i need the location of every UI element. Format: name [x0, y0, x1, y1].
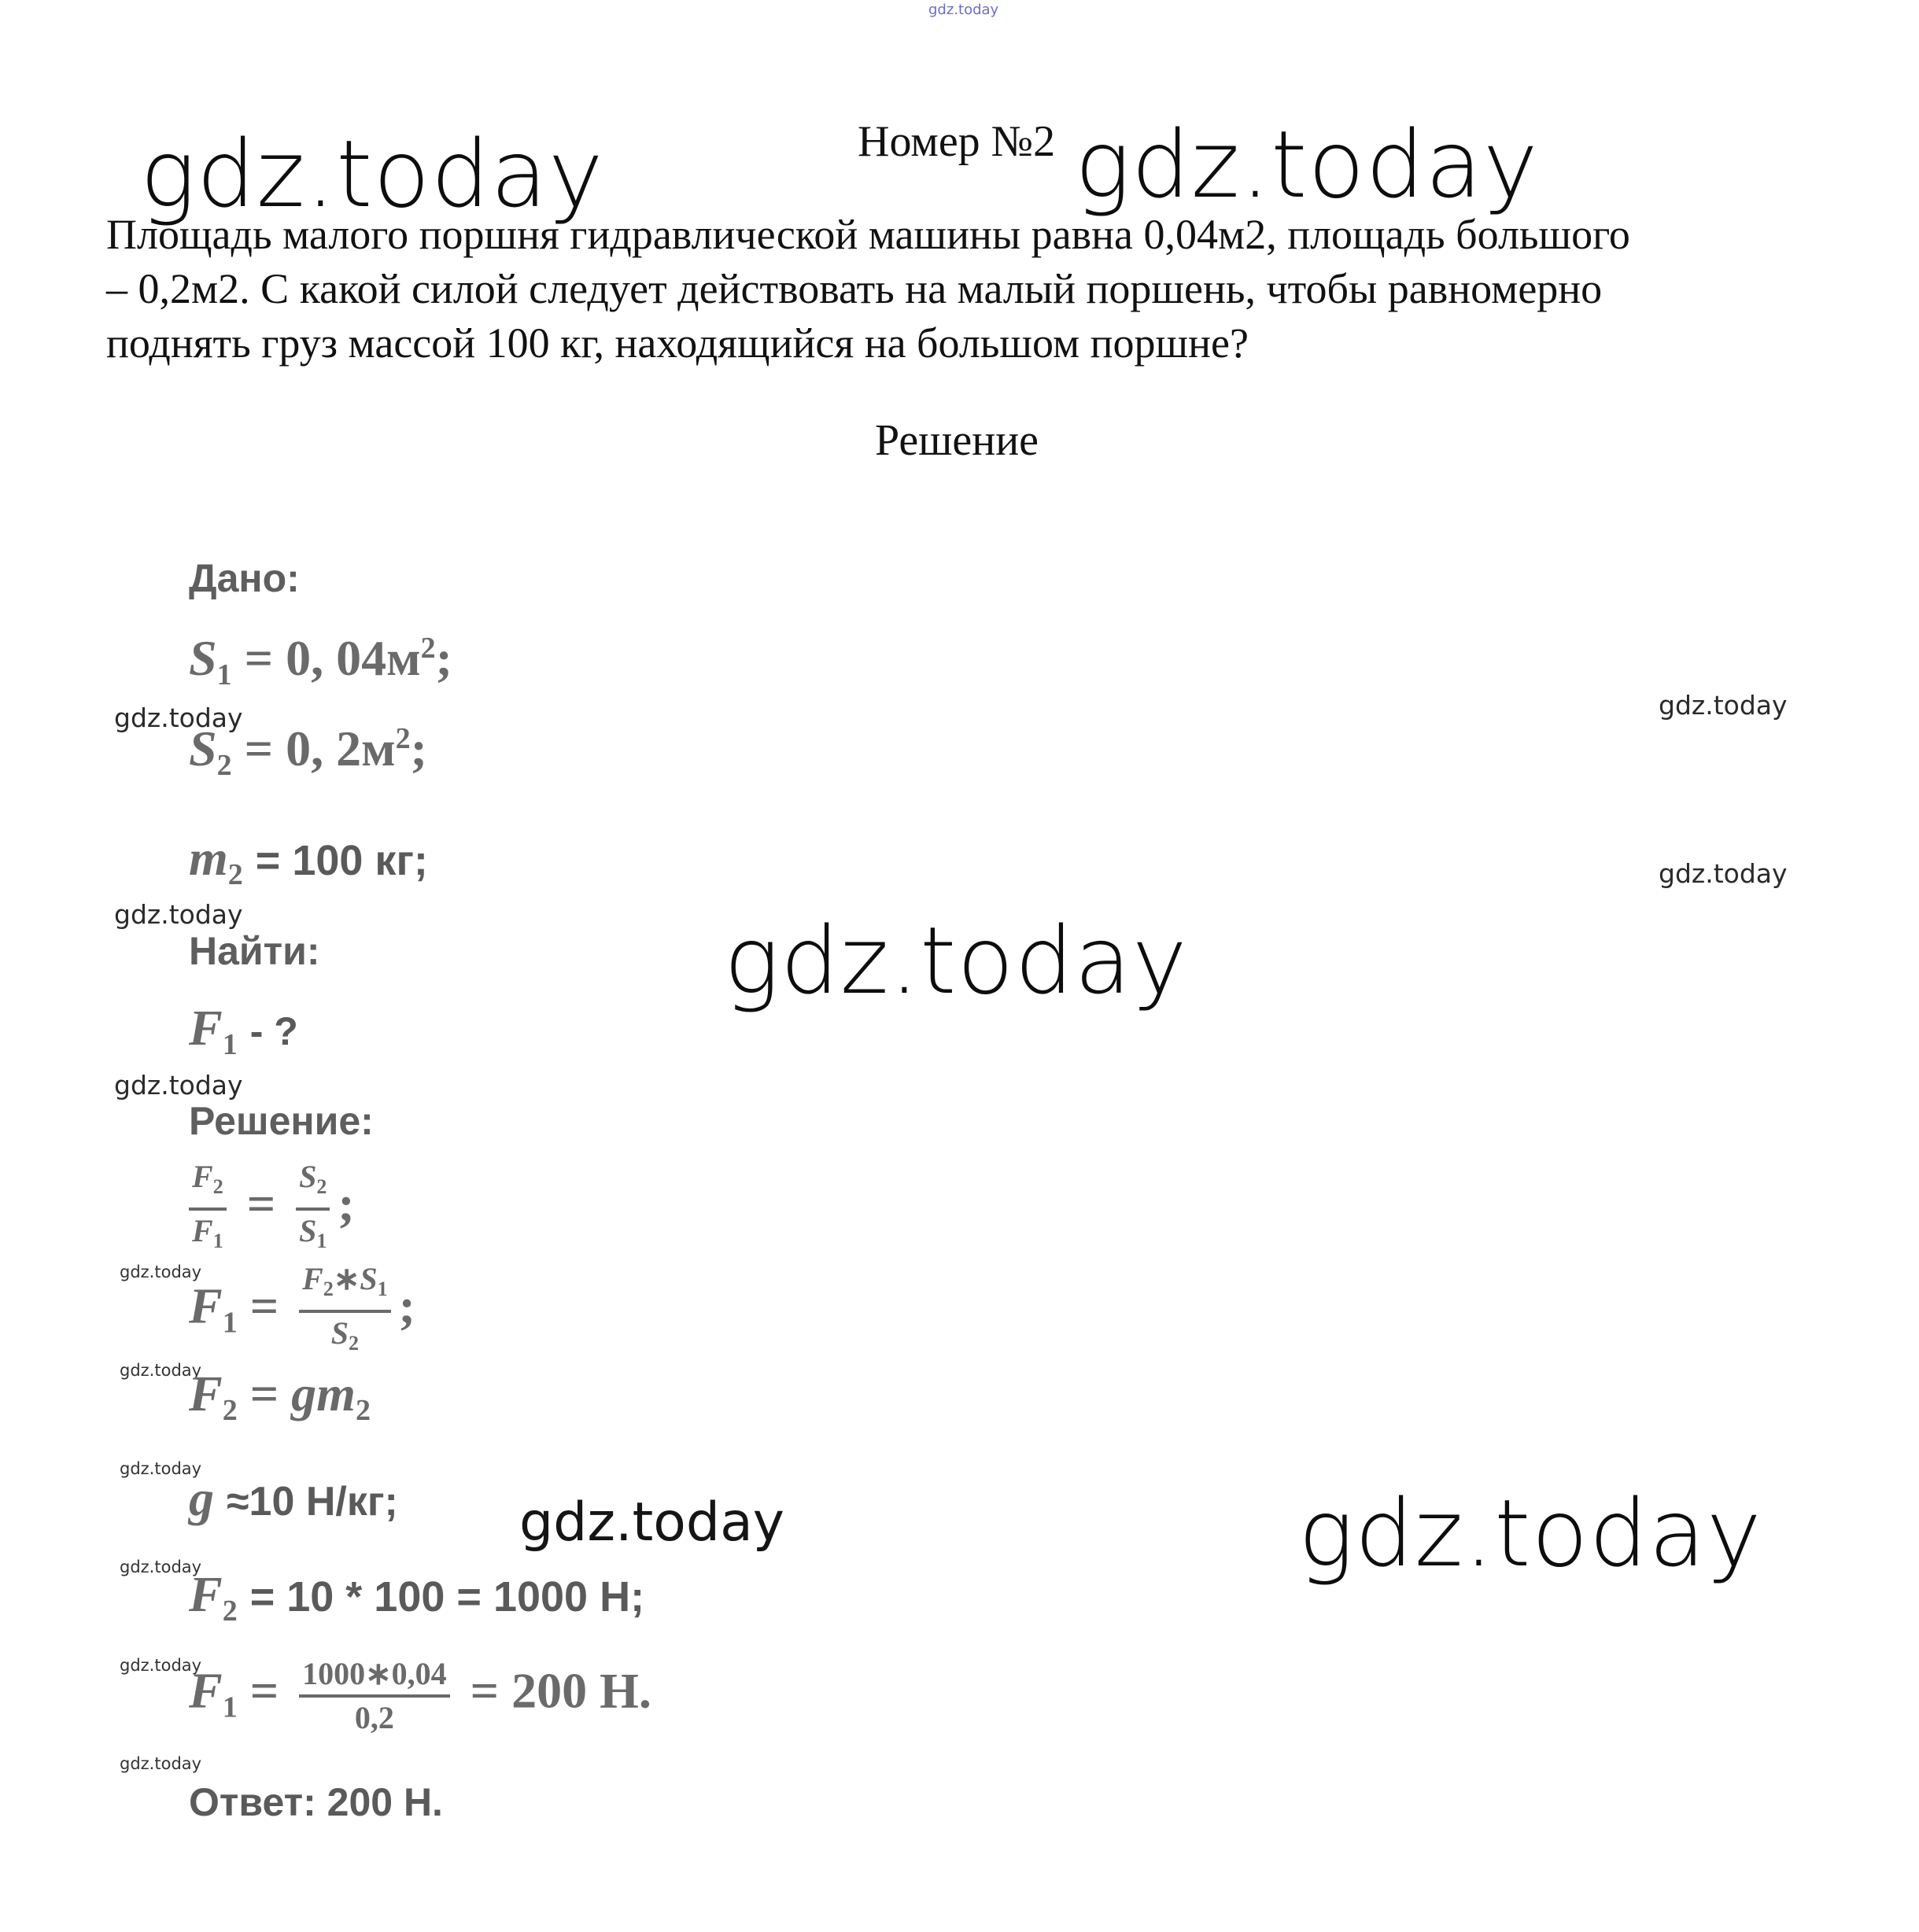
- watermark-large-header: gdz.today: [1075, 110, 1539, 219]
- fraction-f: $\frac{F_2}{F_1}$: [189, 1156, 227, 1262]
- watermark-large-bottom-right: gdz.today: [1298, 1479, 1762, 1587]
- given-s2-value: 0, 2м: [286, 721, 396, 776]
- fraction-s: $\frac{S_2}{S_1}$: [296, 1156, 330, 1262]
- formula-f2: $F_2 = gm_2$: [189, 1366, 371, 1427]
- problem-line: Площадь малого поршня гидравлической машины равна 0,04м2, площадь большого: [106, 211, 1630, 258]
- f1-denominator: 0,2: [354, 1700, 394, 1735]
- problem-number: Номер №2: [858, 117, 1056, 166]
- watermark-large-left: gdz.today: [140, 120, 604, 228]
- problem-line: поднять груз массой 100 кг, находящийся на большом поршне?: [106, 319, 1249, 367]
- given-s2: $S_2 = 0$, $2м^2$;: [189, 721, 427, 782]
- calc-f2: $F_2 = 10 * 100 = 1000$ Н;: [189, 1566, 645, 1628]
- problem-line: – 0,2м2. С какой силой следует действовать на малый поршень, чтобы равномерно: [106, 265, 1603, 312]
- watermark-tiny-3: gdz.today: [120, 1459, 202, 1478]
- watermark-large-center: gdz.today: [724, 906, 1188, 1015]
- solution-heading: Решение: [875, 416, 1039, 465]
- f1-numerator: 1000∗0,04: [299, 1654, 450, 1698]
- formula-g: g ≈10 Н/кг;: [189, 1470, 398, 1526]
- watermark-medium: gdz.today: [519, 1491, 784, 1554]
- watermark-small-3: gdz.today: [114, 1070, 243, 1101]
- problem-statement: [106, 208, 1821, 371]
- given-label: Дано:: [189, 556, 300, 600]
- watermark-tiny-5: gdz.today: [120, 1656, 202, 1675]
- given-m2-value: = 100 кг;: [255, 837, 428, 884]
- watermark-small-right-2: gdz.today: [1659, 858, 1788, 889]
- fraction-f1: $\frac{F_2∗S_1}{S_2}$: [299, 1259, 390, 1364]
- watermark-small-2: gdz.today: [114, 899, 243, 930]
- find-value: - ?: [249, 1009, 298, 1053]
- fraction-f1-calc: [299, 1654, 450, 1738]
- given-s1: $S_1 = 0$, $04м^2$;: [189, 630, 452, 691]
- given-m2: $m_2 = 100$ кг;: [189, 830, 428, 891]
- calc-f1: $F_1$ = $\frac{1000∗0,04}{0,2}$ = 200 Н.: [189, 1654, 651, 1738]
- formula-f1: $F_1$ = $\frac{F_2∗S_1}{S_2}$ ;: [189, 1259, 415, 1364]
- given-s1-value: 0, 04м: [286, 630, 421, 686]
- watermark-small-right-1: gdz.today: [1659, 690, 1788, 721]
- g-value: ≈10 Н/кг;: [227, 1479, 398, 1525]
- f1-result: = 200 Н.: [470, 1662, 651, 1719]
- formula-ratio: $\frac{F_2}{F_1}$ = $\frac{S_2}{S_1}$ ;: [189, 1156, 355, 1262]
- watermark-tiny-1: gdz.today: [120, 1263, 202, 1281]
- find-label: Найти:: [189, 929, 320, 973]
- watermark-tiny-2: gdz.today: [120, 1361, 202, 1380]
- watermark-small-1: gdz.today: [114, 702, 243, 733]
- answer: Ответ: 200 Н.: [189, 1780, 443, 1824]
- watermark-tiny-4: gdz.today: [120, 1558, 202, 1576]
- f2-calc: = 10 * 100 = 1000 Н;: [249, 1573, 645, 1620]
- find-f1: $F_1$ - ?: [189, 1000, 298, 1061]
- watermark-top: gdz.today: [928, 2, 999, 18]
- watermark-tiny-6: gdz.today: [120, 1754, 202, 1773]
- solution-label: Решение:: [189, 1099, 374, 1143]
